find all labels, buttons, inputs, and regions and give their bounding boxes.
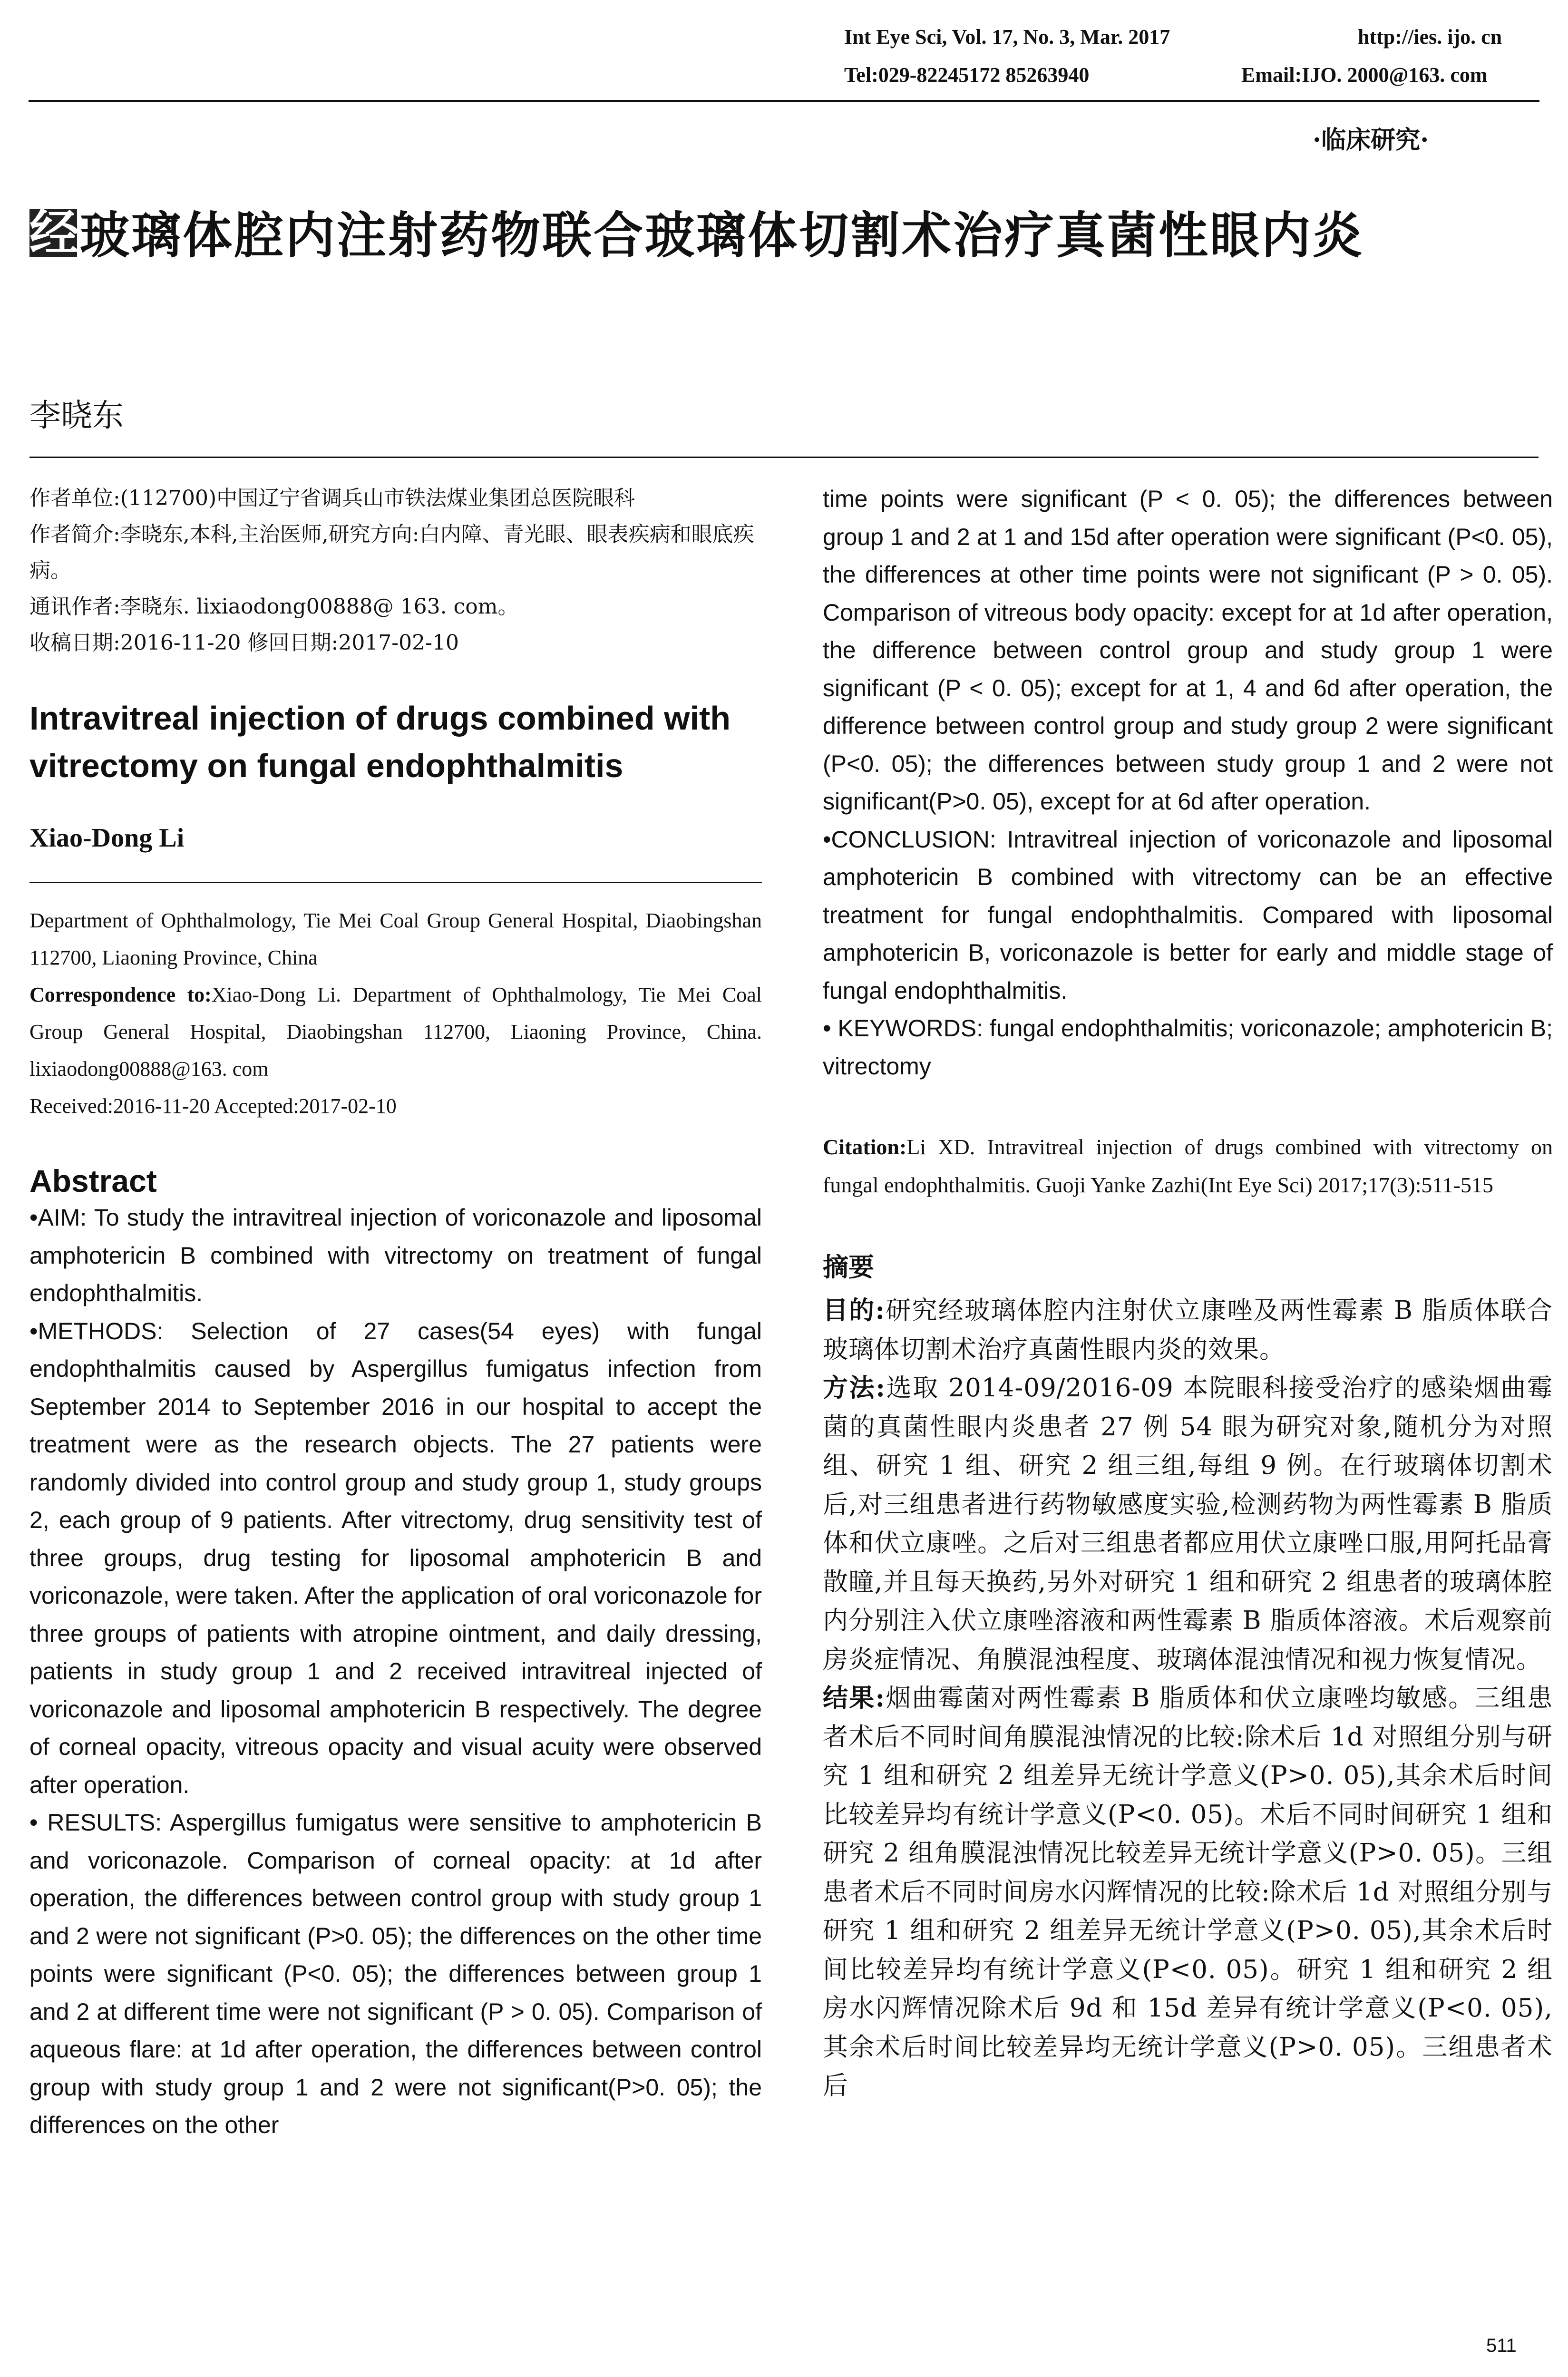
cn-meta-dates: 收稿日期:2016-11-20 修回日期:2017-02-10 <box>29 631 459 655</box>
correspondence-label: Correspondence to: <box>29 983 212 1006</box>
english-correspondence <box>29 976 762 1088</box>
author-rule <box>29 882 762 883</box>
journal-citation-line: Int Eye Sci, Vol. 17, No. 3, Mar. 2017 <box>844 25 1170 49</box>
abstract-results: • RESULTS: Aspergillus fumigatus were sensitive to amphotericin B and voriconazole. Comparison of corneal opacity: at 1d after operation, the differences between control group with study group 1 and 2 were not significant (P>0. 05); the differences on the other time points were significant (P<0. 05); the differences between group 1 and 2 at different time were not significant (P > 0. 05). Comparison of aqueous flare: at 1d after operation, the differences between control group with study group 1 and 2 were not significant(P>0. 05); the differences on the other <box>29 1809 762 2138</box>
page-number: 511 <box>1486 2335 1517 2356</box>
cn-aim-label: 目的: <box>823 1296 886 1325</box>
cn-meta-author-bio: 作者简介:李晓东,本科,主治医师,研究方向:白内障、青光眼、眼表疾病和眼底疾病。 <box>29 522 754 583</box>
abstract-results-continued: time points were significant (P < 0. 05); the differences between group 1 and 2 at 1 and 15d after operation were significant (P<0. 05), the differences at other time points were not significant (P > 0. 05). Comparison of vitreous body opacity: except for at 1d after operation, the difference between control group and study group 1 were significant (P < 0. 05); except for at 1, 4 and 6d after operation, the difference between control group and study group 2 were significant (P<0. 05); the differences between study group 1 and 2 were not significant(P>0. 05), except for at 6d after operation. <box>823 486 1553 815</box>
abstract-aim: •AIM: To study the intravitreal injection of voriconazole and liposomal amphotericin B combined with vitrectomy on treatment of fungal endophthalmitis. <box>29 1204 762 1306</box>
cn-meta-correspondence: 通讯作者:李晓东. lixiaodong00888@ 163. com。 <box>29 594 519 619</box>
journal-email[interactable]: Email:IJO. 2000@163. com <box>1241 63 1488 87</box>
english-affiliation: Department of Ophthalmology, Tie Mei Coal Group General Hospital, Diaobingshan 112700, Liaoning Province, China <box>29 909 762 969</box>
cn-abstract-methods <box>823 1369 1553 1679</box>
abstract-heading: Abstract <box>29 1163 157 1198</box>
cn-abstract-aim <box>823 1291 1553 1369</box>
abstract-methods: •METHODS: Selection of 27 cases(54 eyes) with fungal endophthalmitis caused by Aspergillus fumigatus infection from September 2014 to September 2016 in our hospital to accept the treatment were as the research objects. The 27 patients were randomly divided into control group and study group 1, study groups 2, each group of 9 patients. After vitrectomy, drug sensitivity test of three groups, drug testing for liposomal amphotericin B and voriconazole, were taken. After the application of oral voriconazole for three groups of patients with atropine ointment, and daily dressing, patients in study group 1 and 2 received intravitreal injected of voriconazole and liposomal amphotericin B respectively. The degree of corneal opacity, vitreous opacity and visual acuity were observed after operation. <box>29 1317 762 1798</box>
correspondence-text: Xiao-Dong Li. Department of Ophthalmology, Tie Mei Coal Group General Hospital, Diaobingshan 112700, Liaoning Province, China. lixiaodong00888@163. com <box>29 983 762 1081</box>
journal-tel: Tel:029-82245172 85263940 <box>844 63 1090 87</box>
english-title: Intravitreal injection of drugs combined with vitrectomy on fungal endophthalmitis <box>29 700 731 784</box>
english-dates: Received:2016-11-20 Accepted:2017-02-10 <box>29 1094 397 1118</box>
cn-methods-text: 选取 2014-09/2016-09 本院眼科接受治疗的感染烟曲霉菌的真菌性眼内炎患者 27 例 54 眼为研究对象,随机分为对照组、研究 1 组、研究 2 组三组,每组 9 例。在行玻璃体切割术后,对三组患者进行药物敏感度实验,检测药物为两性霉素 B 脂质体和伏立康唑。之后对三组患者都应用伏立康唑口服,用阿托品膏散瞳,并且每天换药,另外对研究 1 组和研究 2 组患者的玻璃体腔内分别注入伏立康唑溶液和两性霉素 B 脂质体溶液。术后观察前房炎症情况、角膜混浊程度、玻璃体混浊情况和视力恢复情况。 <box>823 1374 1553 1674</box>
article-title-text: 玻璃体腔内注射药物联合玻璃体切割术治疗真菌性眼内炎 <box>80 206 1364 264</box>
title-first-char-mark: 经 <box>29 204 81 262</box>
cn-abstract-results <box>823 1679 1553 2105</box>
citation-text: Li XD. Intravitreal injection of drugs combined with vitrectomy on fungal endophthalmitis. Guoji Yanke Zazhi(Int Eye Sci) 2017;17(3):511-515 <box>823 1135 1553 1197</box>
cn-abstract-heading: 摘要 <box>823 1252 874 1282</box>
cn-methods-label: 方法: <box>823 1373 886 1403</box>
header-rule <box>29 100 1539 102</box>
title-separator <box>29 457 1539 458</box>
abstract-keywords: • KEYWORDS: fungal endophthalmitis; voriconazole; amphotericin B; vitrectomy <box>823 1015 1553 1080</box>
citation-label: Citation: <box>823 1135 907 1159</box>
article-title <box>29 200 1551 271</box>
cn-aim-text: 研究经玻璃体腔内注射伏立康唑及两性霉素 B 脂质体联合玻璃体切割术治疗真菌性眼内炎的效果。 <box>823 1296 1553 1364</box>
cn-meta-affiliation: 作者单位:(112700)中国辽宁省调兵山市铁法煤业集团总医院眼科 <box>29 486 635 510</box>
right-column <box>823 480 1553 2105</box>
citation <box>823 1128 1553 1204</box>
cn-results-text: 烟曲霉菌对两性霉素 B 脂质体和伏立康唑均敏感。三组患者术后不同时间角膜混浊情况的比较:除术后 1d 对照组分别与研究 1 组和研究 2 组差异无统计学意义(P>0. 05),其余术后时间比较差异均有统计学意义(P<0. 05)。术后不同时间研究 1 组和研究 2 组角膜混浊情况比较差异无统计学意义(P>0. 05)。三组患者术后不同时间房水闪辉情况的比较:除术后 1d 对照组分别与研究 1 组和研究 2 组差异无统计学意义(P>0. 05),其余术后时间比较差异均有统计学意义(P<0. 05)。研究 1 组和研究 2 组房水闪辉情况除术后 9d 和 15d 差异有统计学意义(P<0. 05),其余术后时间比较差异均无统计学意义(P>0. 05)。三组患者术后 <box>823 1684 1553 2100</box>
left-column <box>29 480 762 2144</box>
section-label: ·临床研究· <box>1313 126 1429 155</box>
cn-results-label: 结果: <box>823 1683 886 1713</box>
abstract-conclusion: •CONCLUSION: Intravitreal injection of voriconazole and liposomal amphotericin B combined with vitrectomy can be an effective treatment for fungal endophthalmitis. Compared with liposomal amphotericin B, voriconazole is better for early and middle stage of fungal endophthalmitis. <box>823 826 1553 1004</box>
journal-url[interactable]: http://ies. ijo. cn <box>1358 25 1502 49</box>
author-name-cn: 李晓东 <box>29 397 124 434</box>
english-author: Xiao-Dong Li <box>29 823 185 853</box>
